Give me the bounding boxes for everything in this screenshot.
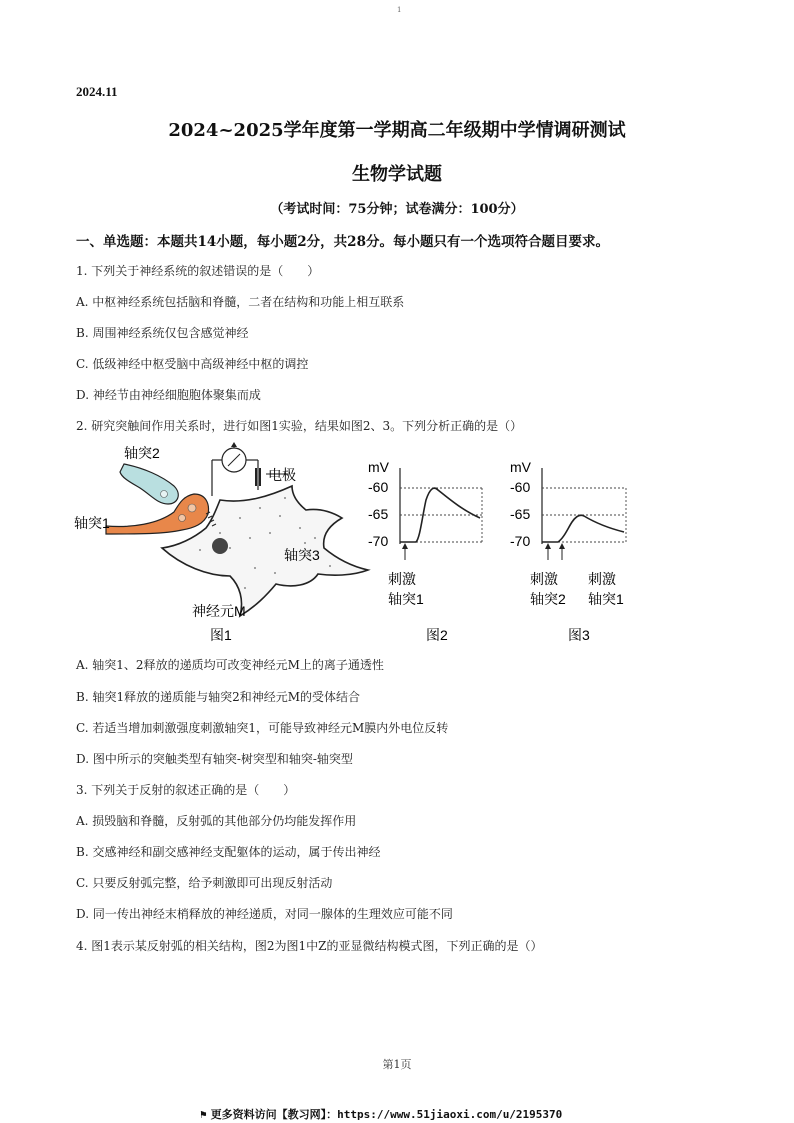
fig2-stim-line1: 刺激 bbox=[388, 571, 416, 587]
label-axon1: 轴突1 bbox=[74, 515, 110, 531]
question-1-option-c: C. 低级神经中枢受脑中高级神经中枢的调控 bbox=[76, 357, 309, 371]
figure-2-potential-graph bbox=[368, 459, 482, 643]
fig2-unit: mV bbox=[368, 459, 389, 475]
fig3-stim-b-line2: 轴突1 bbox=[588, 591, 624, 607]
label-electrode: 电极 bbox=[268, 467, 296, 483]
fig3-stim-a-line1: 刺激 bbox=[530, 571, 558, 587]
question-4-stem: 4. 图1表示某反射弧的相关结构，图2为图1中Z的亚显微结构模式图，下列正确的是（） bbox=[76, 939, 543, 953]
exam-title: 2024~2025学年度第一学期高二年级期中学情调研测试 bbox=[168, 120, 626, 141]
neuron-nucleus bbox=[212, 538, 228, 554]
label-axon2: 轴突2 bbox=[124, 445, 160, 461]
question-2-figures bbox=[70, 438, 710, 648]
fig2-tick-65: -65 bbox=[368, 506, 389, 522]
fig3-unit: mV bbox=[510, 459, 531, 475]
question-1-stem: 1. 下列关于神经系统的叙述错误的是（ ） bbox=[76, 264, 320, 278]
label-neuron-m: 神经元M bbox=[192, 603, 246, 619]
figure-1-neuron-diagram bbox=[74, 442, 368, 643]
figure-3-potential-graph bbox=[510, 459, 626, 643]
fig2-stim-line2: 轴突1 bbox=[388, 591, 424, 607]
question-2-option-a: A. 轴突1、2释放的递质均可改变神经元M上的离子通透性 bbox=[76, 658, 384, 672]
footer-link-text[interactable]: 更多资料访问【教习网】：https://www.51jiaoxi.com/u/2195370 bbox=[210, 1108, 563, 1121]
arrow-up-icon bbox=[231, 442, 237, 447]
question-1-option-b: B. 周围神经系统仅包含感觉神经 bbox=[76, 326, 249, 340]
figure-3-caption: 图3 bbox=[568, 627, 590, 643]
fig2-tick-70: -70 bbox=[368, 533, 389, 549]
question-3-option-c: C. 只要反射弧完整，给予刺激即可出现反射活动 bbox=[76, 876, 333, 890]
figure-2-caption: 图2 bbox=[426, 627, 448, 643]
fig3-tick-60: -60 bbox=[510, 479, 531, 495]
fig3-tick-70: -70 bbox=[510, 533, 531, 549]
section-heading: 一、单选题：本题共14小题，每小题2分，共28分。每小题只有一个选项符合题目要求。 bbox=[76, 234, 609, 250]
fig3-curve bbox=[542, 515, 624, 542]
fig3-stim-b-line1: 刺激 bbox=[588, 571, 616, 587]
page-number: 第1页 bbox=[382, 1058, 412, 1071]
fig3-stim-arrow-a bbox=[545, 543, 551, 549]
fig3-tick-65: -65 bbox=[510, 506, 531, 522]
figure-1-caption: 图1 bbox=[210, 627, 232, 643]
fig2-stim-arrow bbox=[402, 543, 408, 549]
question-1-option-a: A. 中枢神经系统包括脑和脊髓，二者在结构和功能上相互联系 bbox=[76, 295, 405, 309]
exam-date: 2024.11 bbox=[76, 84, 118, 99]
fig2-tick-60: -60 bbox=[368, 479, 389, 495]
axon-2-terminal bbox=[120, 464, 178, 504]
question-2-option-d: D. 图中所示的突触类型有轴突-树突型和轴突-轴突型 bbox=[76, 752, 353, 766]
question-2-option-b: B. 轴突1释放的递质能与轴突2和神经元M的受体结合 bbox=[76, 690, 361, 704]
exam-info: （考试时间：75分钟；试卷满分：100分） bbox=[270, 202, 524, 217]
page-top-mark: 1 bbox=[397, 6, 402, 14]
subject-title: 生物学试题 bbox=[352, 164, 442, 185]
question-2-option-c: C. 若适当增加刺激强度刺激轴突1，可能导致神经元M膜内外电位反转 bbox=[76, 721, 449, 735]
question-3-option-a: A. 损毁脑和脊髓，反射弧的其他部分仍均能发挥作用 bbox=[76, 814, 357, 828]
fig3-stim-arrow-b bbox=[559, 543, 565, 549]
question-2-stem: 2. 研究突触间作用关系时，进行如图1实验，结果如图2、3。下列分析正确的是（） bbox=[76, 419, 523, 433]
footer-link[interactable] bbox=[200, 1106, 562, 1122]
question-3-stem: 3. 下列关于反射的叙述正确的是（ ） bbox=[76, 783, 296, 797]
question-3-option-b: B. 交感神经和副交感神经支配躯体的运动，属于传出神经 bbox=[76, 845, 381, 859]
question-3-option-d: D. 同一传出神经末梢释放的神经递质，对同一腺体的生理效应可能不同 bbox=[76, 907, 453, 921]
label-axon3: 轴突3 bbox=[284, 547, 320, 563]
question-1-option-d: D. 神经节由神经细胞胞体聚集而成 bbox=[76, 388, 261, 402]
flag-icon: ⚑ bbox=[200, 1108, 207, 1121]
fig3-stim-a-line2: 轴突2 bbox=[530, 591, 566, 607]
